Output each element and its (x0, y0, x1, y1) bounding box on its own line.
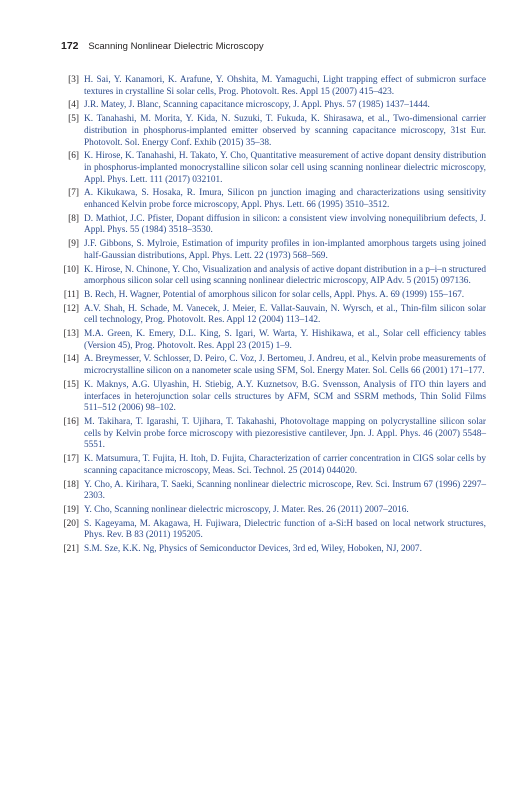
reference-item (62, 151, 486, 186)
reference-link[interactable]: K. Tanahashi, M. Morita, Y. Kida, N. Suzuki, T. Fukuda, K. Shirasawa, et al., Two-dimensional carrier distribution in phosphorus-implanted emitter observed by scanning capacitance microscopy, 31st Eur. Photovolt. Sol. Energy Conf. Exhib (2015) 35–38. (84, 114, 486, 148)
reference-link[interactable]: J.R. Matey, J. Blanc, Scanning capacitance microscopy, J. Appl. Phys. 57 (1985) 1437–1444. (84, 100, 430, 111)
reference-item (62, 354, 486, 377)
reference-label: [16] (63, 416, 79, 427)
reference-list (62, 75, 486, 558)
page-number: 172 (61, 40, 79, 52)
reference-item (62, 100, 486, 112)
reference-label: [14] (63, 354, 79, 365)
reference-item (62, 114, 486, 149)
reference-link[interactable]: H. Sai, Y. Kanamori, K. Arafune, Y. Ohshita, M. Yamaguchi, Light trapping effect of submicron surface textures in crystalline Si solar cells, Prog. Photovolt. Res. Appl 15 (2007) 415–423. (84, 75, 486, 97)
reference-label: [12] (63, 303, 79, 314)
reference-label: [19] (63, 504, 79, 515)
reference-link[interactable]: K. Matsumura, T. Fujita, H. Itoh, D. Fujita, Characterization of carrier concentration in CIGS solar cells by scanning capacitance microscopy, Meas. Sci. Technol. 25 (2014) 044020. (84, 454, 486, 476)
reference-item (62, 239, 486, 262)
reference-item (62, 519, 486, 542)
reference-item (62, 544, 486, 556)
reference-item (62, 214, 486, 237)
reference-item (62, 417, 486, 452)
reference-link[interactable]: B. Rech, H. Wagner, Potential of amorphous silicon for solar cells, Appl. Phys. A. 69 (1999) 155–167. (84, 289, 465, 300)
reference-label: [5] (68, 114, 79, 125)
reference-label: [6] (68, 151, 79, 162)
reference-label: [10] (63, 264, 79, 275)
reference-item (62, 188, 486, 211)
reference-item (62, 304, 486, 327)
reference-link[interactable]: A. Kikukawa, S. Hosaka, R. Imura, Silicon pn junction imaging and characterizations using sensitivity enhanced Kelvin probe force microscopy, Appl. Phys. Lett. 66 (1995) 3510–3512. (84, 188, 486, 211)
reference-label: [15] (63, 379, 79, 390)
reference-item (62, 329, 486, 352)
reference-link[interactable]: D. Mathiot, J.C. Pfister, Dopant diffusion in silicon: a consistent view involving nonequilibrium defects, J. Appl. Phys. 55 (1984) 3518–3530. (84, 213, 486, 236)
reference-item (62, 480, 486, 503)
reference-item (62, 290, 486, 302)
reference-link[interactable]: K. Hirose, K. Tanahashi, H. Takato, Y. Cho, Quantitative measurement of active dopant density distribution in phosphorus-implanted monocrystalline silicon solar cell using scanning nonlinear dielectric microscopy, Appl. Phys. Lett. 111 (2017) 032101. (84, 151, 486, 185)
running-title: Scanning Nonlinear Dielectric Microscopy (88, 41, 264, 52)
reference-link[interactable]: J.F. Gibbons, S. Mylroie, Estimation of impurity profiles in ion-implanted amorphous targets using joined half-Gaussian distributions, Appl. Phys. Lett. 22 (1973) 568–569. (84, 239, 486, 261)
reference-label: [17] (63, 454, 79, 465)
reference-label: [20] (63, 518, 79, 529)
reference-link[interactable]: Y. Cho, Scanning nonlinear dielectric microscopy, J. Mater. Res. 26 (2011) 2007–2016. (84, 504, 409, 515)
reference-label: [18] (63, 479, 79, 490)
reference-link[interactable]: S. Kageyama, M. Akagawa, H. Fujiwara, Dielectric function of a-Si:H based on local network structures, Phys. Rev. B 83 (2011) 195205. (84, 518, 486, 541)
reference-label: [8] (68, 213, 79, 224)
reference-item (62, 380, 486, 415)
reference-item (62, 75, 486, 98)
reference-label: [3] (68, 75, 79, 85)
reference-link[interactable]: S.M. Sze, K.K. Ng, Physics of Semiconductor Devices, 3rd ed, Wiley, Hoboken, NJ, 2007. (84, 544, 422, 555)
reference-link[interactable]: A.V. Shah, H. Schade, M. Vanecek, J. Meier, E. Vallat-Sauvain, N. Wyrsch, et al., Thin-film silicon solar cell technology, Prog. Photovolt. Res. Appl 12 (2004) 113–142. (84, 303, 486, 326)
reference-label: [9] (68, 239, 79, 250)
reference-link[interactable]: M.A. Green, K. Emery, D.L. King, S. Igari, W. Warta, Y. Hishikawa, et al., Solar cell efficiency tables (Version 45), Prog. Photovolt. Res. Appl 23 (2015) 1–9. (84, 329, 486, 351)
running-header (61, 40, 264, 52)
reference-label: [4] (68, 100, 79, 111)
reference-label: [11] (63, 289, 79, 300)
reference-label: [13] (63, 329, 79, 340)
reference-item (62, 505, 486, 517)
reference-link[interactable]: A. Breymesser, V. Schlosser, D. Peiro, C. Voz, J. Bertomeu, J. Andreu, et al., Kelvin probe measurements of microcrystalline silicon on a nanometer scale using SFM, Sol. Energy Mater. Sol. Cells 66 (2001) 171–177. (84, 354, 486, 377)
reference-label: [21] (63, 544, 79, 555)
reference-item (62, 265, 486, 288)
reference-item (62, 454, 486, 477)
reference-label: [7] (68, 188, 79, 199)
reference-link[interactable]: K. Hirose, N. Chinone, Y. Cho, Visualization and analysis of active dopant distribution in a p–i–n structured amorphous silicon solar cell using scanning nonlinear dielectric microscopy, AIP Adv. 5 (2015) 097136. (84, 264, 486, 287)
reference-link[interactable]: K. Maknys, A.G. Ulyashin, H. Stiebig, A.Y. Kuznetsov, B.G. Svensson, Analysis of ITO thin layers and interfaces in heterojunction solar cells structures by AFM, SCM and SSRM methods, Thin Solid Films 511–512 (2006) 98–102. (84, 379, 486, 414)
reference-link[interactable]: M. Takihara, T. Igarashi, T. Ujihara, T. Takahashi, Photovoltage mapping on polycrystalline silicon solar cells by Kelvin probe force microscopy with piezoresistive cantilever, Jpn. J. Appl. Phys. 46 (2007) 5548–5551. (84, 416, 486, 451)
reference-link[interactable]: Y. Cho, A. Kirihara, T. Saeki, Scanning nonlinear dielectric microscope, Rev. Sci. Instrum 67 (1996) 2297–2303. (84, 479, 486, 502)
